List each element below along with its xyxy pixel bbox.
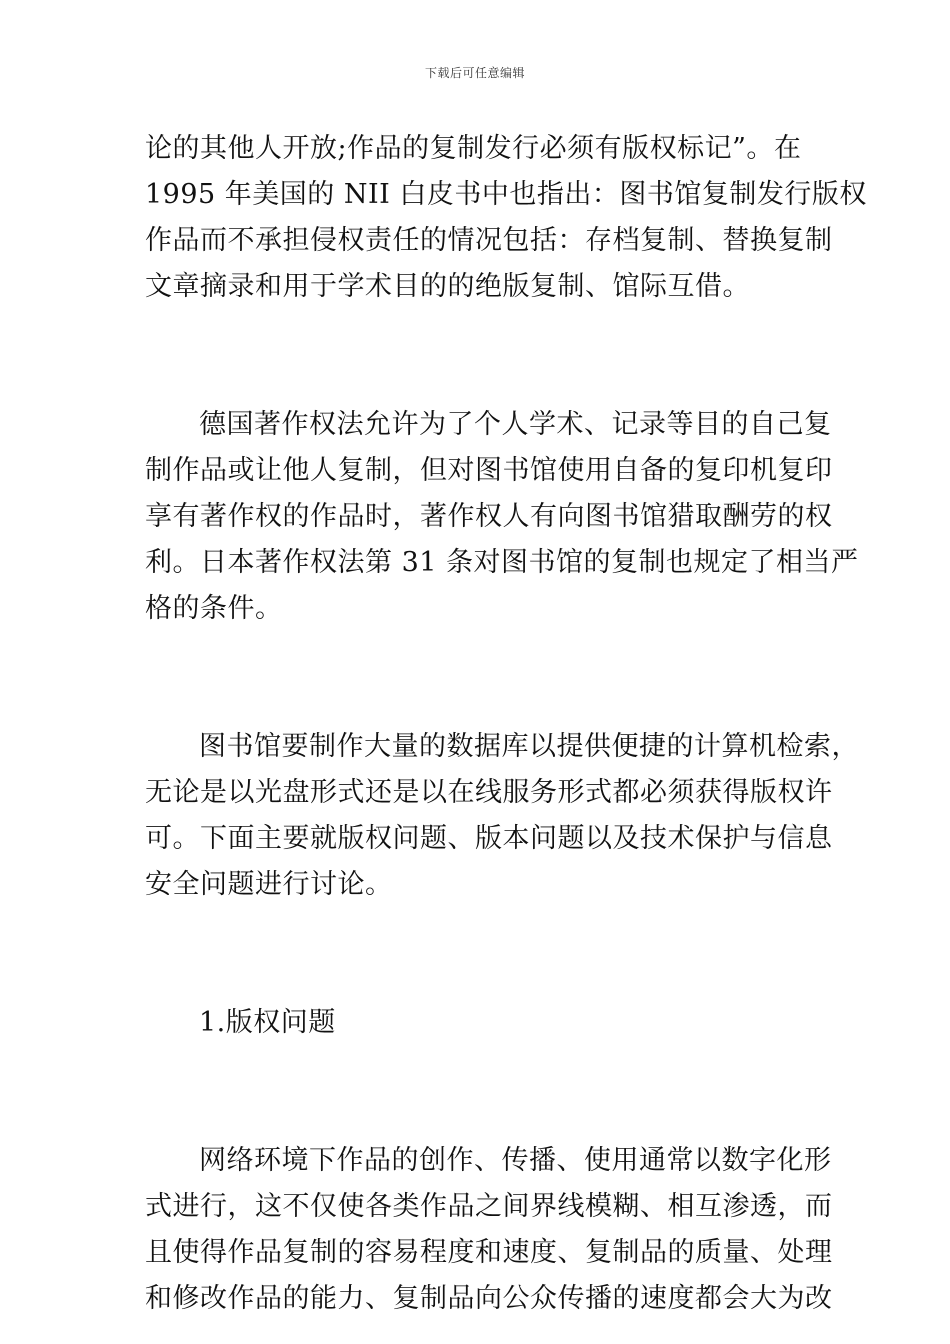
paragraph-gap [145,678,809,724]
text-line: 可。下面主要就版权问题、版本问题以及技术保护与信息 [145,823,833,854]
text-line: 图书馆要制作大量的数据库以提供便捷的计算机检索， [199,731,859,762]
section-heading-text: 1.版权问题 [199,1007,336,1038]
text-line: 利。日本著作权法第 31 条对图书馆的复制也规定了相当严 [145,547,859,578]
text-line: 德国著作权法允许为了个人学术、记录等目的自己复 [199,409,832,440]
text-line: 式进行，这不仅使各类作品之间界线模糊、相互渗透，而 [145,1191,833,1222]
paragraph-gap [145,1092,809,1138]
text-line: 无论是以光盘形式还是以在线服务形式都必须获得版权许 [145,777,833,808]
paragraph-2 [145,402,859,632]
paragraph-gap [145,632,809,678]
text-line: 论的其他人开放;作品的复制发行必须有版权标记”。在 [145,133,802,164]
paragraph-gap [145,310,809,356]
paragraph-gap [145,1046,809,1092]
paragraph-1 [145,126,867,310]
text-line: 制作品或让他人复制，但对图书馆使用自备的复印机复印 [145,455,833,486]
paragraph-gap [145,954,809,1000]
document-body [145,126,867,1322]
text-line: 安全问题进行讨论。 [145,869,393,900]
paragraph-4 [145,1138,833,1322]
text-line: 作品而不承担侵权责任的情况包括：存档复制、替换复制 [145,225,833,256]
text-line: 格的条件。 [145,593,283,624]
paragraph-gap [145,356,809,402]
text-line: 文章摘录和用于学术目的的绝版复制、馆际互借。 [145,271,750,302]
paragraph-3 [145,724,859,908]
text-line: 1995 年美国的 NII 白皮书中也指出：图书馆复制发行版权 [145,179,867,210]
text-line: 和修改作品的能力、复制品向公众传播的速度都会大为改 [145,1283,833,1314]
section-heading [145,1000,809,1046]
text-line: 且使得作品复制的容易程度和速度、复制品的质量、处理 [145,1237,833,1268]
text-line: 享有著作权的作品时，著作权人有向图书馆猎取酬劳的权 [145,501,833,532]
text-line: 网络环境下作品的创作、传播、使用通常以数字化形 [199,1145,832,1176]
header-note: 下载后可任意编辑 [424,66,525,80]
paragraph-gap [145,908,809,954]
